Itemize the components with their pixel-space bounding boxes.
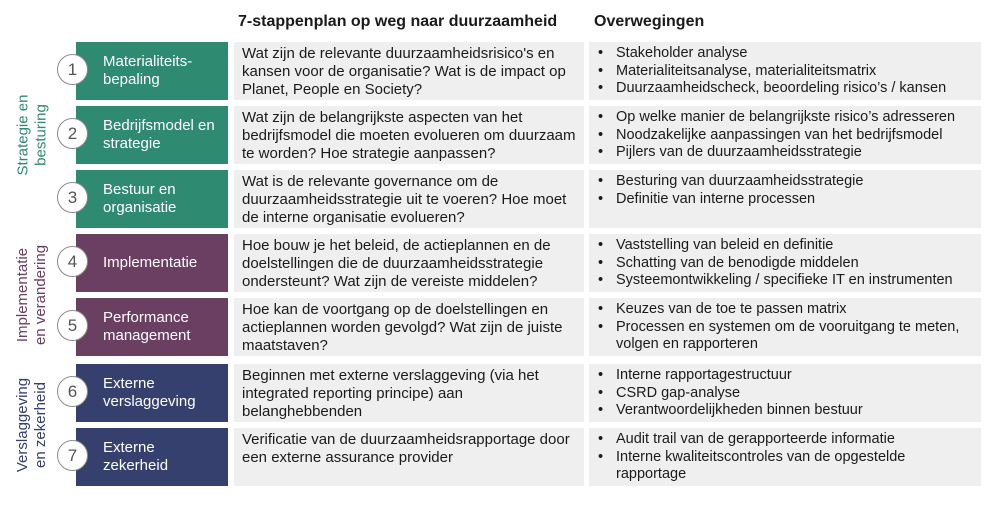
step-title-box bbox=[76, 234, 228, 292]
consideration-item: • Interne rapportagestructuur bbox=[595, 367, 975, 385]
consideration-item: • Materialiteitsanalyse, materialiteitsmatrix bbox=[595, 63, 975, 81]
group-label-line1: Verslaggeving bbox=[14, 377, 32, 473]
considerations-column-header: Overwegingen bbox=[594, 13, 705, 30]
step-title-line2: organisatie bbox=[103, 199, 177, 216]
consideration-item: • Noodzakelijke aanpassingen van het bedrijfsmodel bbox=[595, 127, 975, 145]
step-number-circle: 4 bbox=[57, 246, 88, 277]
plan-column-header: 7-stappenplan op weg naar duurzaamheid bbox=[238, 13, 558, 30]
step-row-4 bbox=[0, 234, 1000, 292]
step-title-box bbox=[76, 298, 228, 356]
step-number-circle: 3 bbox=[57, 182, 88, 213]
group-label-line2: besturing bbox=[32, 104, 50, 166]
step-row-1 bbox=[0, 42, 1000, 100]
consideration-item: • Pijlers van de duurzaamheidsstrategie bbox=[595, 144, 975, 162]
consideration-item: • Systeemontwikkeling / specifieke IT en instrumenten bbox=[595, 272, 975, 290]
step-title-line2: strategie bbox=[103, 135, 161, 152]
step-row-2 bbox=[0, 106, 1000, 164]
step-question: Beginnen met externe verslaggeving (via het integrated reporting principe) aan belanghebbenden bbox=[234, 364, 584, 422]
step-considerations bbox=[589, 42, 981, 100]
step-title-line1: Materialiteits- bbox=[103, 53, 193, 70]
consideration-item: • Op welke manier de belangrijkste risico’s adresseren bbox=[595, 109, 975, 127]
step-title-box bbox=[76, 42, 228, 100]
group-label-line1: Implementatie bbox=[14, 247, 32, 343]
step-title-line2: zekerheid bbox=[103, 457, 169, 474]
step-number-circle: 1 bbox=[57, 54, 88, 85]
step-title-line1: Externe bbox=[103, 375, 155, 392]
step-question: Wat is de relevante governance om de duurzaamheidsstrategie uit te voeren? Hoe moet de interne organisatie evolueren? bbox=[234, 170, 584, 228]
step-considerations bbox=[589, 428, 981, 486]
group-label-line2: en verandering bbox=[32, 244, 50, 346]
step-row-6 bbox=[0, 364, 1000, 422]
step-number-circle: 7 bbox=[57, 440, 88, 471]
step-title-line2: verslaggeving bbox=[103, 393, 196, 410]
step-question: Wat zijn de relevante duurzaamheidsrisico's en kansen voor de organisatie? Wat is de impact op Planet, People en Society? bbox=[234, 42, 584, 100]
step-considerations bbox=[589, 170, 981, 228]
consideration-item: • Duurzaamheidscheck, beoordeling risico’s / kansen bbox=[595, 80, 975, 98]
step-considerations bbox=[589, 234, 981, 292]
step-title-line2: bepaling bbox=[103, 71, 160, 88]
step-title-line1: Bestuur en bbox=[103, 181, 176, 198]
group-label-line1: Strategie en bbox=[14, 94, 32, 176]
step-title-line1: Implementatie bbox=[103, 254, 198, 271]
step-row-3 bbox=[0, 170, 1000, 228]
consideration-item: • Processen en systemen om de vooruitgang te meten, volgen en rapporteren bbox=[595, 319, 975, 354]
step-title-line1: Externe bbox=[103, 439, 155, 456]
step-title-box bbox=[76, 170, 228, 228]
step-title-box bbox=[76, 428, 228, 486]
step-title-line1: Bedrijfsmodel en bbox=[103, 117, 215, 134]
step-row-7 bbox=[0, 428, 1000, 486]
consideration-item: • Stakeholder analyse bbox=[595, 45, 975, 63]
step-number-circle: 2 bbox=[57, 118, 88, 149]
consideration-item: • Vaststelling van beleid en definitie bbox=[595, 237, 975, 255]
consideration-item: • Definitie van interne processen bbox=[595, 191, 975, 209]
step-considerations bbox=[589, 364, 981, 422]
consideration-item: • Keuzes van de toe te passen matrix bbox=[595, 301, 975, 319]
step-question: Wat zijn de belangrijkste aspecten van het bedrijfsmodel die moeten evolueren om duurzaam te worden? Hoe strategie aanpassen? bbox=[234, 106, 584, 164]
step-question: Verificatie van de duurzaamheidsrapportage door een externe assurance provider bbox=[234, 428, 584, 486]
group-label-line2: en zekerheid bbox=[32, 382, 50, 468]
step-title-line2: management bbox=[103, 327, 191, 344]
consideration-item: • Interne kwaliteitscontroles van de opgestelde rapportage bbox=[595, 449, 975, 484]
consideration-item: • CSRD gap-analyse bbox=[595, 385, 975, 403]
step-title-box bbox=[76, 364, 228, 422]
step-considerations bbox=[589, 106, 981, 164]
step-considerations bbox=[589, 298, 981, 356]
step-number-circle: 5 bbox=[57, 310, 88, 341]
consideration-item: • Verantwoordelijkheden binnen bestuur bbox=[595, 402, 975, 420]
step-question: Hoe bouw je het beleid, de actieplannen en de doelstellingen die de duurzaamheidsstrategie ondersteunt? Wat zijn de vereiste middelen? bbox=[234, 234, 584, 292]
step-title-line1: Performance bbox=[103, 309, 189, 326]
consideration-item: • Schatting van de benodigde middelen bbox=[595, 255, 975, 273]
step-title-box bbox=[76, 106, 228, 164]
consideration-item: • Audit trail van de gerapporteerde informatie bbox=[595, 431, 975, 449]
step-question: Hoe kan de voortgang op de doelstellingen en actieplannen worden gevolgd? Wat zijn de juiste maatstaven? bbox=[234, 298, 584, 356]
step-number-circle: 6 bbox=[57, 376, 88, 407]
step-row-5 bbox=[0, 298, 1000, 356]
consideration-item: • Besturing van duurzaamheidsstrategie bbox=[595, 173, 975, 191]
